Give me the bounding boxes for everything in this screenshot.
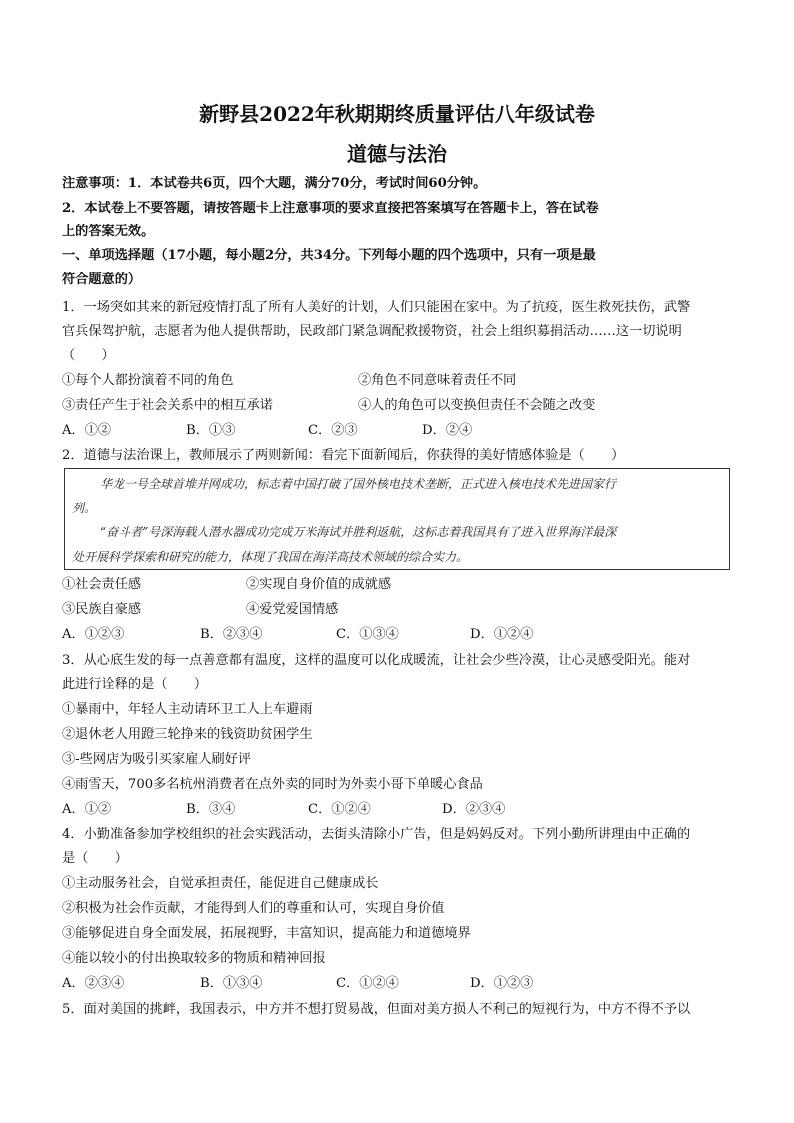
q2-statement-4: ④爱党爱国情感 xyxy=(246,602,339,617)
q2-news-2-line-1: “奋斗者”号深海载人潜水器成功完成万米海试并胜利返航，这标志着我国具有了进入世界海洋最深 xyxy=(100,525,617,539)
q2-option-c: C．①③④ xyxy=(336,627,399,642)
q4-stem-1: 4．小勤准备参加学校组织的社会实践活动，去街头清除小广告，但是妈妈反对。下列小勤所讲理由中正确的 xyxy=(62,827,691,842)
q4-statement-4: ④能以较小的付出换取较多的物质和精神回报 xyxy=(62,951,326,966)
q3-statement-2: ②退休老人用蹬三轮挣来的钱资助贫困学生 xyxy=(62,727,313,742)
q2-news-2-line-2: 处开展科学探索和研究的能力，体现了我国在海洋高技术领域的综合实力。 xyxy=(72,550,469,564)
q2-stem: 2．道德与法治课上，教师展示了两则新闻：看完下面新闻后，你获得的美好情感体验是（ ） xyxy=(62,448,625,463)
q3-option-b: B．③④ xyxy=(186,802,236,817)
q4-statement-2: ②积极为社会作贡献，才能得到人们的尊重和认可，实现自身价值 xyxy=(62,901,445,916)
exam-title: 新野县2022年秋期期终质量评估八年级试卷 xyxy=(199,102,595,126)
q1-statement-4: ④人的角色可以变换但责任不会随之改变 xyxy=(358,398,596,413)
q4-statement-1: ①主动服务社会，自觉承担责任，能促进自己健康成长 xyxy=(62,876,379,891)
q4-option-d: D．①②③ xyxy=(470,976,534,991)
q1-option-b: B．①③ xyxy=(186,423,236,438)
q1-stem-2: 官兵保驾护航，志愿者为他人提供帮助，民政部门紧急调配救援物资，社会上组织募捐活动……这一切说明 xyxy=(62,324,682,339)
section-heading-line-1: 一、单项选择题（17小题，每小题2分，共34分。下列每小题的四个选项中，只有一项是最 xyxy=(62,248,596,263)
section-heading-line-2: 符合题意的） xyxy=(62,272,142,287)
q2-statement-2: ②实现自身价值的成就感 xyxy=(246,577,392,592)
q1-option-a: A．①② xyxy=(62,423,112,438)
q1-statement-2: ②角色不同意味着责任不同 xyxy=(358,373,517,388)
q3-option-a: A．①② xyxy=(62,802,112,817)
q4-option-b: B．①③④ xyxy=(200,976,263,991)
q4-statement-3: ③能够促进自身全面发展，拓展视野，丰富知识，提高能力和道德境界 xyxy=(62,926,471,941)
q3-stem-1: 3．从心底生发的每一点善意都有温度，这样的温度可以化成暖流，让社会少些冷漠，让心灵感受阳光。能对 xyxy=(62,653,691,668)
notes-line-1: 注意事项：1．本试卷共6页，四个大题，满分70分，考试时间60分钟。 xyxy=(62,176,487,191)
q3-statement-4: ④雨雪天，700多名杭州消费者在点外卖的同时为外卖小哥下单暖心食品 xyxy=(62,777,483,792)
q1-statement-3: ③责任产生于社会关系中的相互承诺 xyxy=(62,398,273,413)
q1-stem-1: 1．一场突如其来的新冠疫情打乱了所有人美好的计划，人们只能困在家中。为了抗疫，医生救死扶伤，武警 xyxy=(62,300,691,315)
q2-option-b: B．②③④ xyxy=(200,627,263,642)
q1-option-c: C．②③ xyxy=(308,423,358,438)
notes-line-2: 2．本试卷上不要答题，请按答题卡上注意事项的要求直接把答案填写在答题卡上，答在试卷 xyxy=(62,201,599,216)
q2-news-1-line-1: 华龙一号全球首堆并网成功，标志着中国打破了国外核电技术垄断，正式进入核电技术先进国家行 xyxy=(100,477,617,491)
q5-stem-1: 5．面对美国的挑衅，我国表示，中方并不想打贸易战，但面对美方损人不利己的短视行为，中方不得不予以 xyxy=(62,1002,691,1017)
q2-news-1-line-2: 列。 xyxy=(72,501,97,515)
q2-statement-1: ①社会责任感 xyxy=(62,577,142,592)
q3-option-d: D．②③④ xyxy=(442,802,506,817)
q3-stem-2: 此进行诠释的是（ ） xyxy=(62,677,208,692)
q2-option-d: D．①②④ xyxy=(470,627,534,642)
q3-statement-3: ③-些网店为吸引买家雇人刷好评 xyxy=(62,752,252,767)
q1-statement-1: ①每个人都扮演着不同的角色 xyxy=(62,373,234,388)
q2-option-a: A．①②③ xyxy=(62,627,125,642)
q4-option-c: C．①②④ xyxy=(336,976,399,991)
q4-stem-2: 是（ ） xyxy=(62,851,128,866)
q1-stem-3: （ ） xyxy=(62,348,115,363)
q1-option-d: D．②④ xyxy=(422,423,473,438)
exam-subject: 道德与法治 xyxy=(347,142,447,166)
q2-statement-3: ③民族自豪感 xyxy=(62,602,142,617)
q3-statement-1: ①暴雨中，年轻人主动请环卫工人上车避雨 xyxy=(62,702,313,717)
q3-option-c: C．①②④ xyxy=(308,802,371,817)
notes-line-3: 上的答案无效。 xyxy=(62,224,155,239)
q4-option-a: A．②③④ xyxy=(62,976,125,991)
